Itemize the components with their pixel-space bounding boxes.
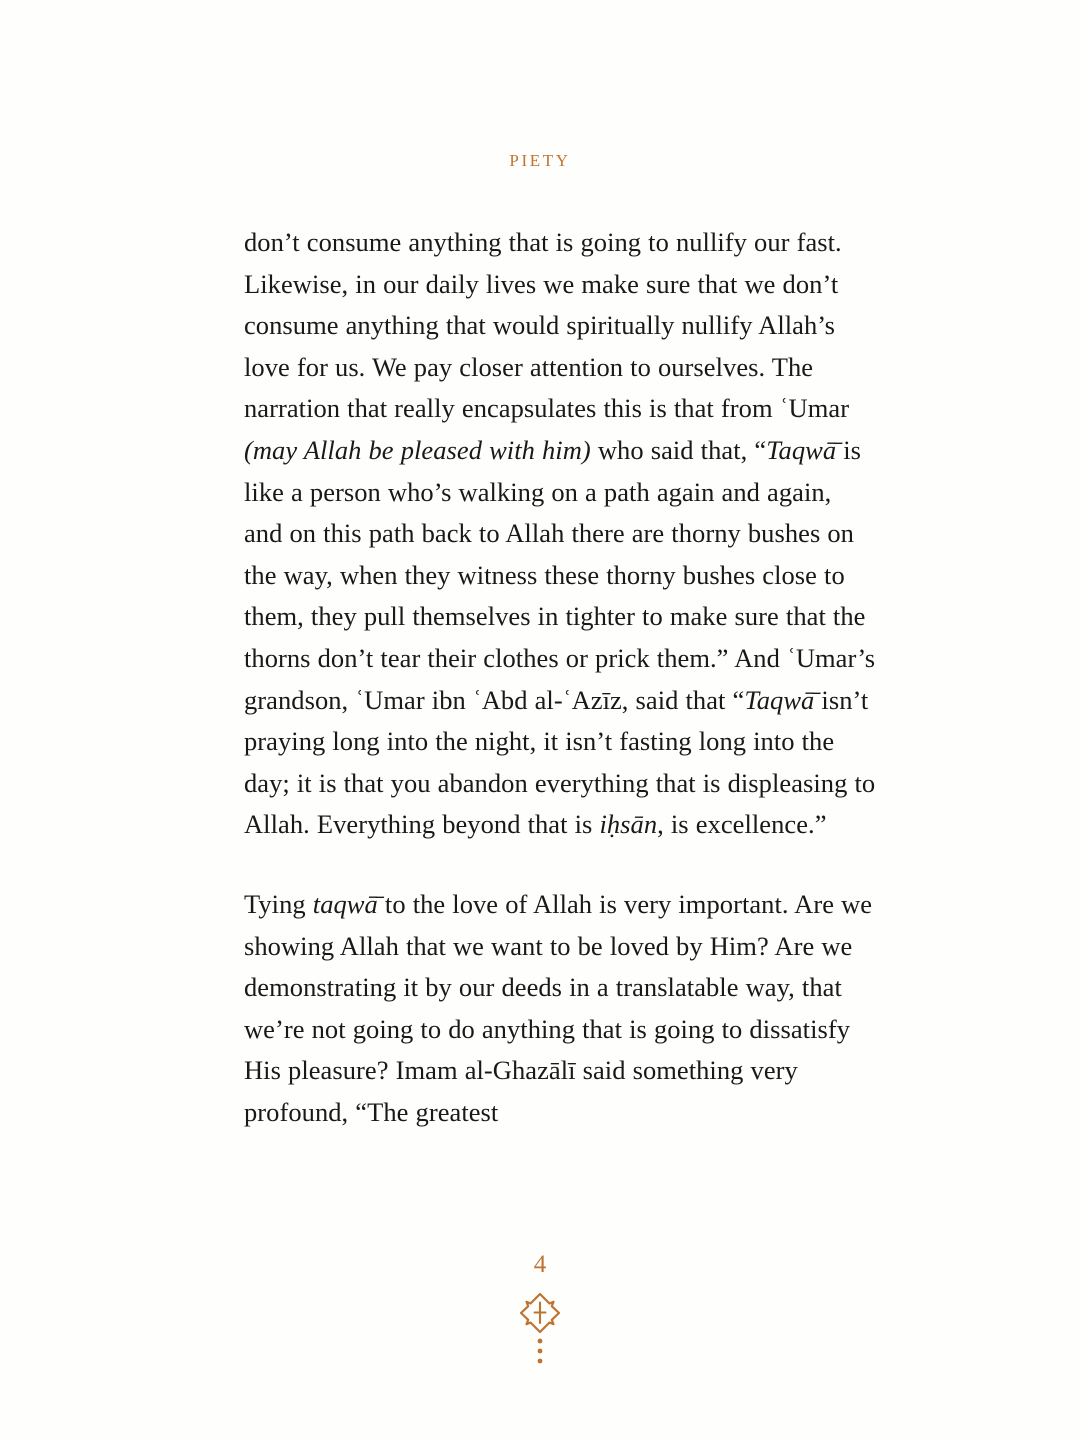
body-paragraph: don’t consume anything that is going to nullify our fast. Likewise, in our daily lives we make sure that we don’t consume anything that would spiritually nullify Allah’s love for us. We pay closer attention to ourselves. The narration that really encapsulates this is that from ʿUmar (may Allah be pleased with him) who said that, “Taqwā̄ is like a person who’s walking on a path again and again, and on this path back to Allah there are thorny bushes on the way, when they witness these thorny bushes close to them, they pull themselves in tighter to make sure that the thorns don’t tear their clothes or prick them.” And ʿUmar’s grandson, ʿUmar ibn ʿAbd al-ʿAzīz, said that “Taqwā̄ isn’t praying long into the night, it isn’t fasting long into the day; it is that you abandon everything that is displeasing to Allah. Everything beyond that is iḥsān, is excellence.”: [244, 227, 876, 840]
folio-block: [0, 1252, 1080, 1367]
body-paragraph: Tying taqwā̄ to the love of Allah is very important. Are we showing Allah that we want to be loved by Him? Are we demonstrating it by our deeds in a translatable way, that we’re not going to do anything that is going to dissatisfy His pleasure? Imam al-Ghazālī said something very profound, “The greatest: [244, 888, 873, 1127]
diamond-fleuron-ornament: [518, 1291, 562, 1367]
page-number: 4: [533, 1251, 547, 1278]
body-text-column: [244, 222, 876, 1133]
running-head: PIETY: [509, 151, 571, 170]
